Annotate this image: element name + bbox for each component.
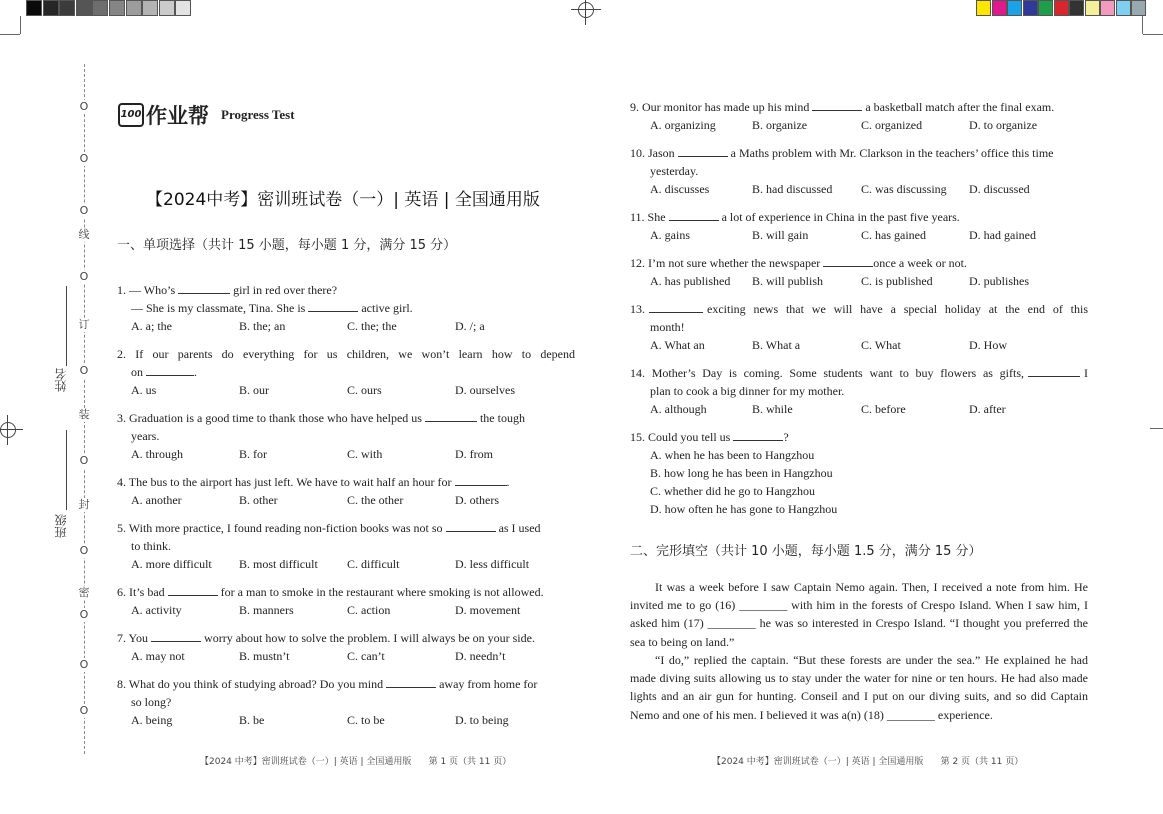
binding-circle-icon: O bbox=[77, 454, 91, 468]
q14-option-b[interactable]: B. while bbox=[752, 402, 793, 416]
footer-right: 【2024 中考】密训班试卷（一）| 英语 | 全国通用版 第 2 页（共 11 页） bbox=[712, 757, 1024, 767]
color-swatch bbox=[92, 0, 108, 16]
binding-mark-zhuang: 装 bbox=[78, 408, 90, 421]
binding-mark-mi: 密 bbox=[78, 586, 90, 599]
color-swatch bbox=[1054, 0, 1069, 16]
section1-heading: 一、单项选择（共计 15 小题，每小题 1 分，满分 15 分） bbox=[117, 238, 457, 253]
question-4-stem: 4. The bus to the airport has just left. We have to wait half an hour for . bbox=[117, 475, 510, 489]
q10-option-b[interactable]: B. had discussed bbox=[752, 182, 833, 196]
q14-option-d[interactable]: D. after bbox=[969, 402, 1006, 416]
q4-option-a[interactable]: A. another bbox=[131, 493, 182, 507]
section2-heading: 二、完形填空（共计 10 小题，每小题 1.5 分，满分 15 分） bbox=[630, 544, 982, 559]
answer-blank[interactable] bbox=[308, 299, 358, 312]
color-swatch bbox=[1038, 0, 1053, 16]
q6-option-b[interactable]: B. manners bbox=[239, 603, 294, 617]
q4-option-d[interactable]: D. others bbox=[455, 493, 499, 507]
binding-circle-icon: O bbox=[77, 544, 91, 558]
color-swatch bbox=[1085, 0, 1100, 16]
crop-mark bbox=[1150, 428, 1163, 429]
binding-circle-icon: O bbox=[77, 704, 91, 718]
page-number: 第 2 页（共 11 页） bbox=[940, 757, 1024, 767]
color-swatch bbox=[142, 0, 158, 16]
q10-option-d[interactable]: D. discussed bbox=[969, 182, 1030, 196]
question-5-stem: 5. With more practice, I found reading non-fiction books was not so as I used bbox=[117, 521, 541, 535]
question-1-stem-2: — She is my classmate, Tina. She is active girl. bbox=[131, 301, 413, 315]
binding-circle-icon: O bbox=[77, 658, 91, 672]
answer-blank[interactable] bbox=[425, 409, 477, 422]
question-6-stem: 6. It’s bad for a man to smoke in the restaurant where smoking is not allowed. bbox=[117, 585, 544, 599]
binding-circle-icon: O bbox=[77, 204, 91, 218]
q14-option-a[interactable]: A. although bbox=[650, 402, 707, 416]
binding-margin bbox=[70, 64, 98, 754]
binding-circle-icon: O bbox=[77, 152, 91, 166]
q11-option-d[interactable]: D. had gained bbox=[969, 228, 1036, 242]
question-8-stem-2: so long? bbox=[131, 695, 172, 709]
question-2-stem-2: on . bbox=[131, 365, 197, 379]
q9-option-a[interactable]: A. organizing bbox=[650, 118, 716, 132]
cloze-paragraph-1: It was a week before I saw Captain Nemo again. Then, I received a note from him. He invited me to go (16) ________ with him in the forests of Crespo Island. When I saw him, I asked him (17) ________ he was so interested in Crespo Island. “I thought you preferred the sea to being on land.” bbox=[630, 580, 1088, 649]
question-3-stem-2: years. bbox=[131, 429, 160, 443]
q7-option-a[interactable]: A. may not bbox=[131, 649, 185, 663]
answer-blank[interactable] bbox=[151, 629, 201, 642]
q14-option-c[interactable]: C. before bbox=[861, 402, 906, 416]
exam-title: 【2024中考】密训班试卷（一）| 英语 | 全国通用版 bbox=[146, 190, 540, 210]
q8-option-c[interactable]: C. to be bbox=[347, 713, 385, 727]
answer-blank[interactable] bbox=[386, 675, 436, 688]
color-swatch bbox=[109, 0, 125, 16]
q13-option-c[interactable]: C. What bbox=[861, 338, 901, 352]
logo-badge-icon: 100 bbox=[118, 103, 144, 127]
q6-option-c[interactable]: C. action bbox=[347, 603, 391, 617]
answer-blank[interactable] bbox=[455, 473, 507, 486]
q8-option-d[interactable]: D. to being bbox=[455, 713, 509, 727]
answer-blank[interactable] bbox=[669, 208, 719, 221]
binding-circle-icon: O bbox=[77, 270, 91, 284]
q10-option-c[interactable]: C. was discussing bbox=[861, 182, 947, 196]
binding-mark-feng: 封 bbox=[78, 498, 90, 511]
question-3-stem: 3. Graduation is a good time to thank those who have helped us the tough bbox=[117, 411, 525, 425]
q2-option-b[interactable]: B. our bbox=[239, 383, 269, 397]
class-fill-line[interactable] bbox=[66, 430, 67, 510]
color-swatch bbox=[76, 0, 92, 16]
q5-option-c[interactable]: C. difficult bbox=[347, 557, 400, 571]
q3-option-a[interactable]: A. through bbox=[131, 447, 183, 461]
q1-option-d[interactable]: D. /; a bbox=[455, 319, 485, 333]
q13-option-b[interactable]: B. What a bbox=[752, 338, 801, 352]
color-swatch bbox=[1131, 0, 1146, 16]
color-swatch bbox=[1100, 0, 1115, 16]
q13-option-a[interactable]: A. What an bbox=[650, 338, 705, 352]
registration-mark-icon bbox=[578, 2, 594, 18]
binding-circle-icon: O bbox=[77, 100, 91, 114]
q5-option-a[interactable]: A. more difficult bbox=[131, 557, 212, 571]
answer-blank[interactable] bbox=[178, 281, 230, 294]
q15-option-a[interactable]: A. when he has been to Hangzhou bbox=[650, 448, 815, 462]
color-swatch bbox=[1069, 0, 1084, 16]
binding-mark-ding: 订 bbox=[78, 318, 90, 331]
binding-mark-xian: 线 bbox=[78, 228, 90, 241]
answer-blank[interactable] bbox=[812, 98, 862, 111]
color-swatch bbox=[1007, 0, 1022, 16]
q12-option-b[interactable]: B. will publish bbox=[752, 274, 824, 288]
name-fill-line[interactable] bbox=[66, 286, 67, 366]
question-15-stem: 15. Could you tell us ? bbox=[630, 430, 789, 444]
q3-option-c[interactable]: C. with bbox=[347, 447, 383, 461]
question-12-stem: 12. I’m not sure whether the newspaper once a week or not. bbox=[630, 256, 967, 270]
q3-option-b[interactable]: B. for bbox=[239, 447, 267, 461]
question-10-stem: 10. Jason a Maths problem with Mr. Clarkson in the teachers’ office this time bbox=[630, 146, 1054, 160]
question-2-stem: 2. If our parents do everything for us children, we won’t learn how to depend bbox=[117, 347, 575, 361]
answer-blank[interactable] bbox=[678, 144, 728, 157]
question-5-stem-2: to think. bbox=[131, 539, 172, 553]
q7-option-b[interactable]: B. mustn’t bbox=[239, 649, 290, 663]
color-swatch bbox=[992, 0, 1007, 16]
cloze-paragraph-2: “I do,” replied the captain. “But these forests are under the sea.” He explained he had made diving suits allowing us to stay under the water for nine or ten hours. He had also made lights and an air gun for hunting. Conseil and I put on our diving suits, and so did Captain Nemo and one of his men. I believed it was a(n) (18) ________ experience. bbox=[630, 653, 1088, 722]
q9-option-c[interactable]: C. organized bbox=[861, 118, 923, 132]
logo-name: 作业帮 bbox=[146, 104, 209, 128]
color-swatch bbox=[1116, 0, 1131, 16]
question-14-stem-2: plan to cook a big dinner for my mother. bbox=[650, 384, 845, 398]
color-swatch bbox=[43, 0, 59, 16]
q15-option-b[interactable]: B. how long he has been in Hangzhou bbox=[650, 466, 833, 480]
q7-option-c[interactable]: C. can’t bbox=[347, 649, 385, 663]
q11-option-c[interactable]: C. has gained bbox=[861, 228, 926, 242]
question-9-stem: 9. Our monitor has made up his mind a basketball match after the final exam. bbox=[630, 100, 1055, 114]
q6-option-d[interactable]: D. movement bbox=[455, 603, 521, 617]
color-swatch bbox=[159, 0, 175, 16]
footer-left: 【2024 中考】密训班试卷（一）| 英语 | 全国通用版 第 1 页（共 11 页） bbox=[200, 757, 512, 767]
q6-option-a[interactable]: A. activity bbox=[131, 603, 182, 617]
q15-option-d[interactable]: D. how often he has gone to Hangzhou bbox=[650, 502, 838, 516]
answer-blank[interactable] bbox=[733, 428, 783, 441]
q9-option-d[interactable]: D. to organize bbox=[969, 118, 1038, 132]
page-number: 第 1 页（共 11 页） bbox=[428, 757, 512, 767]
q1-option-c[interactable]: C. the; the bbox=[347, 319, 397, 333]
q8-option-a[interactable]: A. being bbox=[131, 713, 173, 727]
q4-option-b[interactable]: B. other bbox=[239, 493, 278, 507]
crop-mark bbox=[20, 16, 21, 34]
q10-option-a[interactable]: A. discusses bbox=[650, 182, 710, 196]
q12-option-d[interactable]: D. publishes bbox=[969, 274, 1029, 288]
logo-subtitle: Progress Test bbox=[221, 107, 295, 122]
name-label: 姓名 bbox=[54, 368, 68, 392]
question-7-stem: 7. You worry about how to solve the problem. I will always be on your side. bbox=[117, 631, 535, 645]
color-swatch bbox=[26, 0, 42, 16]
q7-option-d[interactable]: D. needn’t bbox=[455, 649, 506, 663]
q5-option-d[interactable]: D. less difficult bbox=[455, 557, 530, 571]
color-swatch bbox=[175, 0, 191, 16]
question-14-stem: 14. Mother’s Day is coming. Some students want to buy flowers as gifts, I bbox=[630, 366, 1088, 380]
q2-option-d[interactable]: D. ourselves bbox=[455, 383, 515, 397]
q9-option-b[interactable]: B. organize bbox=[752, 118, 808, 132]
q1-option-b[interactable]: B. the; an bbox=[239, 319, 286, 333]
q11-option-b[interactable]: B. will gain bbox=[752, 228, 809, 242]
q1-option-a[interactable]: A. a; the bbox=[131, 319, 172, 333]
question-13-stem: 13. exciting news that we will have a special holiday at the end of this bbox=[630, 302, 1088, 316]
q5-option-b[interactable]: B. most difficult bbox=[239, 557, 318, 571]
color-swatch bbox=[1023, 0, 1038, 16]
q15-option-c[interactable]: C. whether did he go to Hangzhou bbox=[650, 484, 815, 498]
binding-circle-icon: O bbox=[77, 364, 91, 378]
q2-option-c[interactable]: C. ours bbox=[347, 383, 382, 397]
registration-mark-icon bbox=[0, 422, 16, 438]
question-8-stem: 8. What do you think of studying abroad? Do you mind away from home for bbox=[117, 677, 538, 691]
q12-option-a[interactable]: A. has published bbox=[650, 274, 731, 288]
question-11-stem: 11. She a lot of experience in China in the past five years. bbox=[630, 210, 960, 224]
q12-option-c[interactable]: C. is published bbox=[861, 274, 933, 288]
answer-blank[interactable] bbox=[168, 583, 218, 596]
q4-option-c[interactable]: C. the other bbox=[347, 493, 404, 507]
question-1-stem: 1. — Who’s girl in red over there? bbox=[117, 283, 338, 297]
q11-option-a[interactable]: A. gains bbox=[650, 228, 690, 242]
answer-blank[interactable] bbox=[146, 363, 194, 376]
q2-option-a[interactable]: A. us bbox=[131, 383, 157, 397]
color-swatch bbox=[59, 0, 75, 16]
color-swatch bbox=[126, 0, 142, 16]
question-13-stem-2: month! bbox=[650, 320, 685, 334]
crop-mark bbox=[1142, 16, 1143, 34]
answer-blank[interactable] bbox=[1028, 364, 1080, 377]
question-10-stem-2: yesterday. bbox=[650, 164, 699, 178]
answer-blank[interactable] bbox=[446, 519, 496, 532]
class-label: 班级 bbox=[54, 514, 68, 538]
binding-circle-icon: O bbox=[77, 608, 91, 622]
q13-option-d[interactable]: D. How bbox=[969, 338, 1007, 352]
q8-option-b[interactable]: B. be bbox=[239, 713, 265, 727]
q3-option-d[interactable]: D. from bbox=[455, 447, 493, 461]
answer-blank[interactable] bbox=[823, 254, 873, 267]
color-swatch bbox=[976, 0, 991, 16]
crop-mark bbox=[0, 34, 20, 35]
answer-blank[interactable] bbox=[649, 300, 703, 313]
crop-mark bbox=[1143, 34, 1163, 35]
